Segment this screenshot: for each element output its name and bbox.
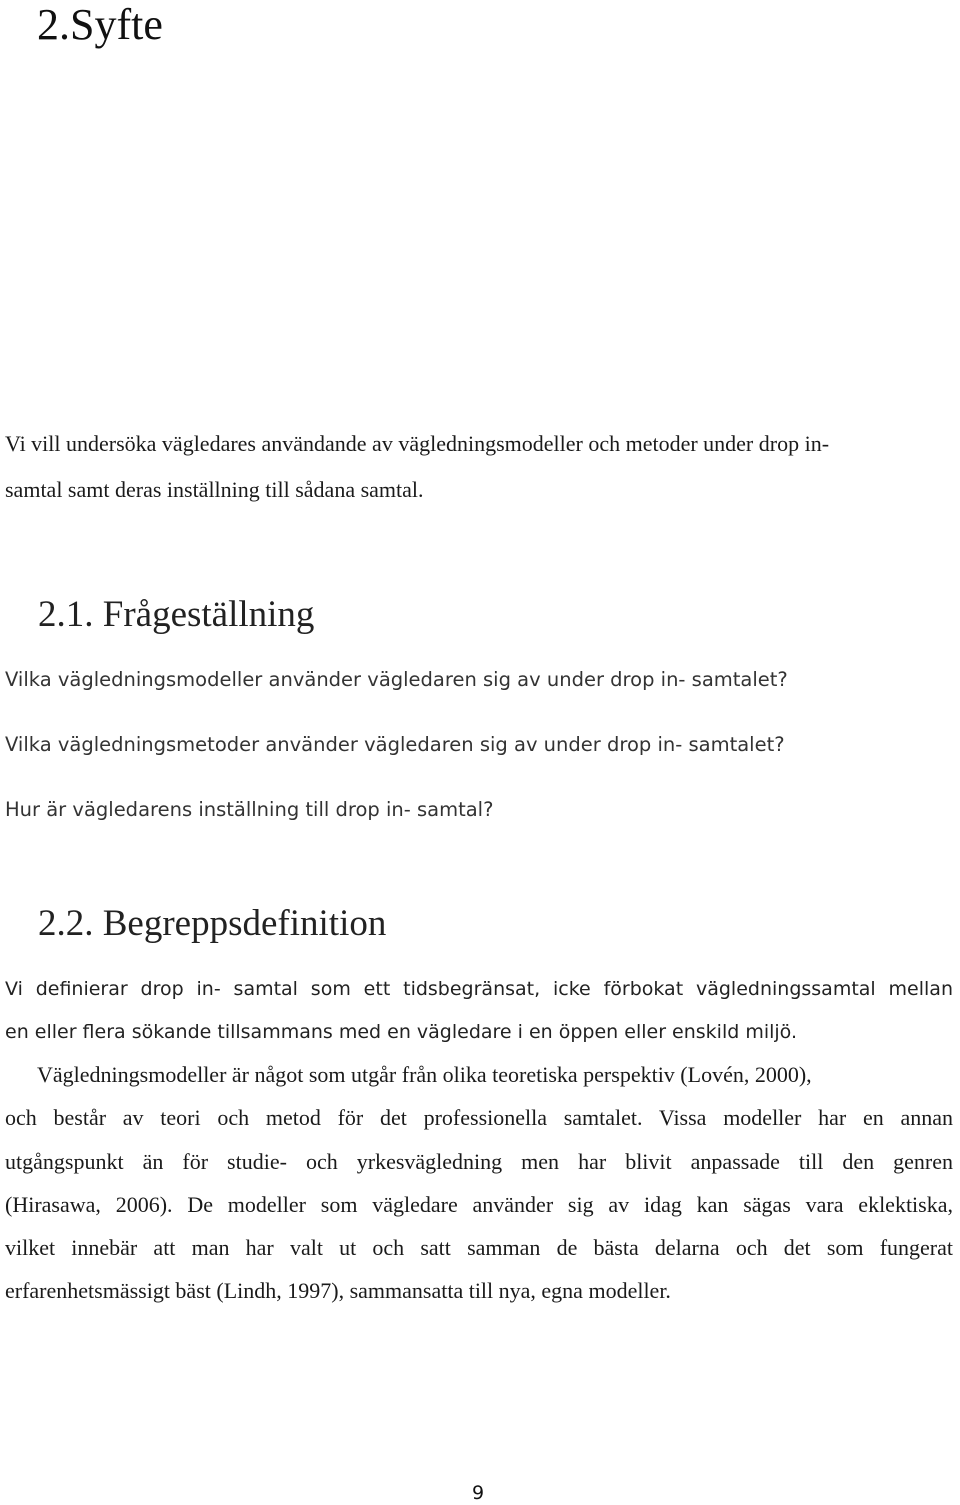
definition-line-8: erfarenhetsmässigt bäst (Lindh, 1997), sammansatta till nya, egna modeller.	[5, 1278, 671, 1303]
definition-line-5: utgångspunkt än för studie- och yrkesvägledning men har blivit anpassade till den genren	[5, 1149, 953, 1174]
page-heading: 2.Syfte	[37, 0, 163, 49]
question-1: Vilka vägledningsmodeller använder vägledaren sig av under drop in- samtalet?	[5, 668, 788, 691]
question-3: Hur är vägledarens inställning till drop in- samtal?	[5, 798, 494, 821]
definition-line-4: och består av teori och metod för det professionella samtalet. Vissa modeller har en annan	[5, 1105, 953, 1130]
definition-line-6: (Hirasawa, 2006). De modeller som vägledare använder sig av idag kan sägas vara eklektiska,	[5, 1192, 953, 1217]
definition-line-1: Vi definierar drop in- samtal som ett tidsbegränsat, icke förbokat vägledningssamtal mellan	[5, 978, 953, 1000]
question-2: Vilka vägledningsmetoder använder vägledaren sig av under drop in- samtalet?	[5, 733, 785, 756]
definition-line-7: vilket innebär att man har valt ut och satt samman de bästa delarna och det som fungerat	[5, 1235, 953, 1260]
purpose-line-1: Vi vill undersöka vägledares användande av vägledningsmodeller och metoder under drop in-	[5, 431, 830, 456]
section-heading-fragestallning: 2.1. Frågeställning	[38, 594, 315, 635]
definition-line-3: Vägledningsmodeller är något som utgår från olika teoretiska perspektiv (Lovén, 2000),	[37, 1062, 812, 1087]
definition-line-2: en eller flera sökande tillsammans med en vägledare i en öppen eller enskild miljö.	[5, 1021, 798, 1043]
page-number: 9	[472, 1482, 485, 1504]
purpose-line-2: samtal samt deras inställning till sådana samtal.	[5, 477, 424, 502]
section-heading-begreppsdefinition: 2.2. Begreppsdefinition	[38, 903, 387, 944]
